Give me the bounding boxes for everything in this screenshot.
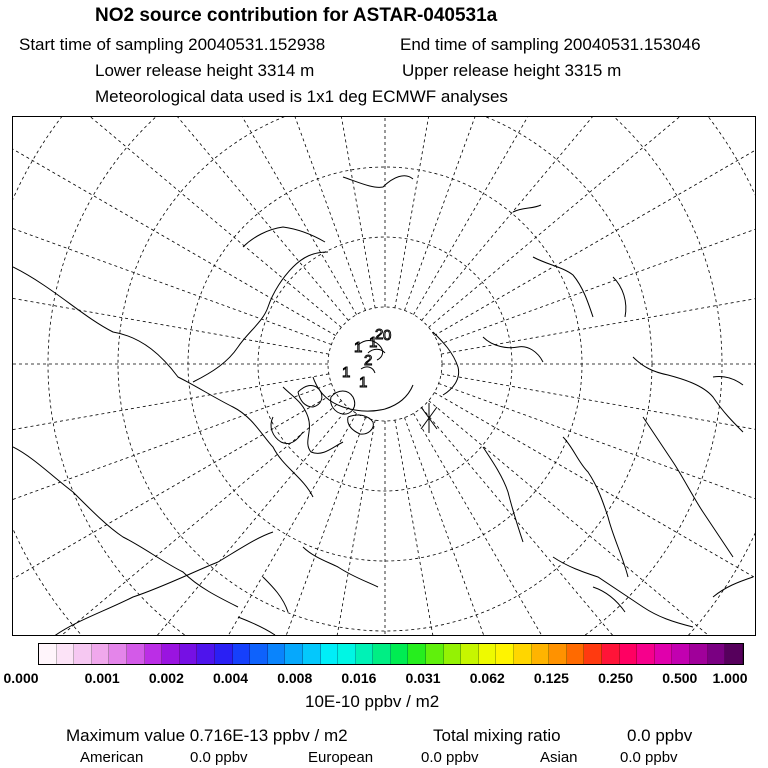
meridian-line <box>422 117 756 320</box>
meridian-line <box>434 393 756 637</box>
meridian-line <box>13 393 336 637</box>
coastline <box>483 447 523 542</box>
coastline <box>713 577 753 597</box>
map-frame <box>12 116 756 636</box>
meridian-line <box>395 117 541 308</box>
meridian-line <box>13 117 348 320</box>
coastline <box>633 357 743 432</box>
meridian-line <box>13 408 348 636</box>
colorbar-segment <box>127 644 145 664</box>
meridian-line <box>441 374 756 520</box>
contour-label: 0 <box>383 327 392 344</box>
american-label: American <box>80 749 144 766</box>
met-data-label: Meteorological data used is 1x1 deg ECMWF analyses <box>95 87 508 106</box>
contour-line <box>421 403 437 433</box>
contour-label: 2 <box>375 326 384 343</box>
meridian-line <box>13 117 331 345</box>
colorbar-segment <box>233 644 251 664</box>
meridian-line <box>439 117 756 345</box>
coastline <box>343 176 413 188</box>
colorbar-segment <box>92 644 110 664</box>
colorbar-segment <box>444 644 462 664</box>
colorbar-segment <box>356 644 374 664</box>
colorbar-segment <box>532 644 550 664</box>
contour-label: 1 <box>359 374 368 391</box>
colorbar-segment <box>74 644 92 664</box>
coastline <box>643 417 733 557</box>
coastline <box>298 385 322 407</box>
colorbar-segment <box>708 644 726 664</box>
coastline <box>283 387 343 453</box>
meridian-line <box>13 117 357 315</box>
meridian-line <box>13 401 341 636</box>
colorbar-tick-label: 0.500 <box>662 670 698 686</box>
colorbar-segment <box>391 644 409 664</box>
latitude-circle <box>13 117 756 636</box>
european-value: 0.0 ppbv <box>421 749 479 766</box>
colorbar-segment <box>303 644 321 664</box>
meridian-line <box>422 408 756 636</box>
polar-map <box>13 117 756 636</box>
colorbar-segment <box>672 644 690 664</box>
colorbar-tick-label: 0.002 <box>148 670 184 686</box>
max-value-label: Maximum value 0.716E-13 ppbv / m2 <box>66 726 348 745</box>
colorbar-segment <box>461 644 479 664</box>
colorbar-segment <box>57 644 75 664</box>
colorbar-segment <box>584 644 602 664</box>
contour-label: 1 <box>354 339 363 356</box>
colorbar-tick-label: 0.062 <box>469 670 505 686</box>
colorbar-segment <box>426 644 444 664</box>
colorbar-segment <box>620 644 638 664</box>
colorbar-segment <box>655 644 673 664</box>
colorbar-tick-label: 0.125 <box>533 670 569 686</box>
colorbar-tick-label: 0.004 <box>213 670 249 686</box>
meridian-line <box>404 418 692 636</box>
total-mixing-label: Total mixing ratio <box>433 726 561 745</box>
colorbar-segment <box>567 644 585 664</box>
colorbar-segment <box>145 644 163 664</box>
colorbar-segment <box>479 644 497 664</box>
coastline <box>13 447 238 607</box>
coastline <box>513 205 541 212</box>
colorbar-segment <box>197 644 215 664</box>
coastline <box>243 227 325 247</box>
colorbar-tick-label: 0.016 <box>341 670 377 686</box>
meridian-line <box>434 117 756 336</box>
upper-release-label: Upper release height 3315 m <box>402 61 622 80</box>
asian-value: 0.0 ppbv <box>620 749 678 766</box>
colorbar-tick-label: 0.250 <box>598 670 634 686</box>
graticule <box>13 117 756 636</box>
page-title: NO2 source contribution for ASTAR-040531a <box>95 5 498 26</box>
coastlines <box>13 176 753 636</box>
colorbar-segment <box>285 644 303 664</box>
coastline <box>533 257 593 317</box>
meridian-line <box>77 117 365 310</box>
coastline <box>13 267 313 497</box>
coastline <box>263 577 288 612</box>
colorbar-tick-label: 0.001 <box>84 670 120 686</box>
latitude-circle <box>13 117 756 636</box>
colorbar <box>38 643 744 665</box>
colorbar-segment <box>268 644 286 664</box>
american-value: 0.0 ppbv <box>190 749 248 766</box>
total-mixing-value: 0.0 ppbv <box>627 726 693 745</box>
colorbar-segment <box>162 644 180 664</box>
colorbar-tick-label: 1.000 <box>712 670 748 686</box>
colorbar-segment <box>549 644 567 664</box>
coastline <box>713 376 743 385</box>
colorbar-tick-label: 0.031 <box>405 670 441 686</box>
lower-release-label: Lower release height 3314 m <box>95 61 315 80</box>
colorbar-tick-label: 0.000 <box>3 670 39 686</box>
latitude-circle <box>48 117 722 636</box>
colorbar-segment <box>338 644 356 664</box>
end-sampling-label: End time of sampling 20040531.153046 <box>400 35 701 54</box>
colorbar-segment <box>250 644 268 664</box>
coastline <box>483 337 543 362</box>
colorbar-segment <box>373 644 391 664</box>
coastline <box>613 277 626 317</box>
coastline <box>53 532 273 636</box>
colorbar-tick-label: 0.008 <box>277 670 313 686</box>
colorbar-segment <box>408 644 426 664</box>
meridian-line <box>429 117 756 327</box>
coastline <box>563 437 628 577</box>
colorbar-segment <box>637 644 655 664</box>
meridian-line <box>13 117 336 336</box>
contour-label: 2 <box>364 352 373 369</box>
colorbar-segment <box>39 644 57 664</box>
colorbar-segment <box>109 644 127 664</box>
coastline <box>553 557 693 627</box>
meridian-line <box>13 117 341 327</box>
meridian-line <box>404 117 692 310</box>
contour-lines <box>342 326 437 433</box>
meridian-line <box>414 117 757 315</box>
colorbar-segment <box>180 644 198 664</box>
contour-label: 1 <box>342 364 351 381</box>
coastline <box>303 547 378 587</box>
coastline <box>238 617 275 635</box>
colorbar-segment <box>514 644 532 664</box>
colorbar-units: 10E-10 ppbv / m2 <box>305 692 440 711</box>
asian-label: Asian <box>540 749 578 766</box>
european-label: European <box>308 749 374 766</box>
coastline <box>593 587 625 612</box>
meridian-line <box>229 117 375 308</box>
colorbar-segment <box>496 644 514 664</box>
colorbar-segment <box>725 644 743 664</box>
coastline <box>193 252 328 382</box>
colorbar-segment <box>215 644 233 664</box>
coastline <box>331 391 355 414</box>
meridian-line <box>13 374 329 520</box>
colorbar-segment <box>602 644 620 664</box>
colorbar-segment <box>690 644 708 664</box>
colorbar-segment <box>321 644 339 664</box>
contour-label: 1 <box>369 334 378 351</box>
meridian-line <box>441 208 756 354</box>
start-sampling-label: Start time of sampling 20040531.152938 <box>19 35 326 54</box>
